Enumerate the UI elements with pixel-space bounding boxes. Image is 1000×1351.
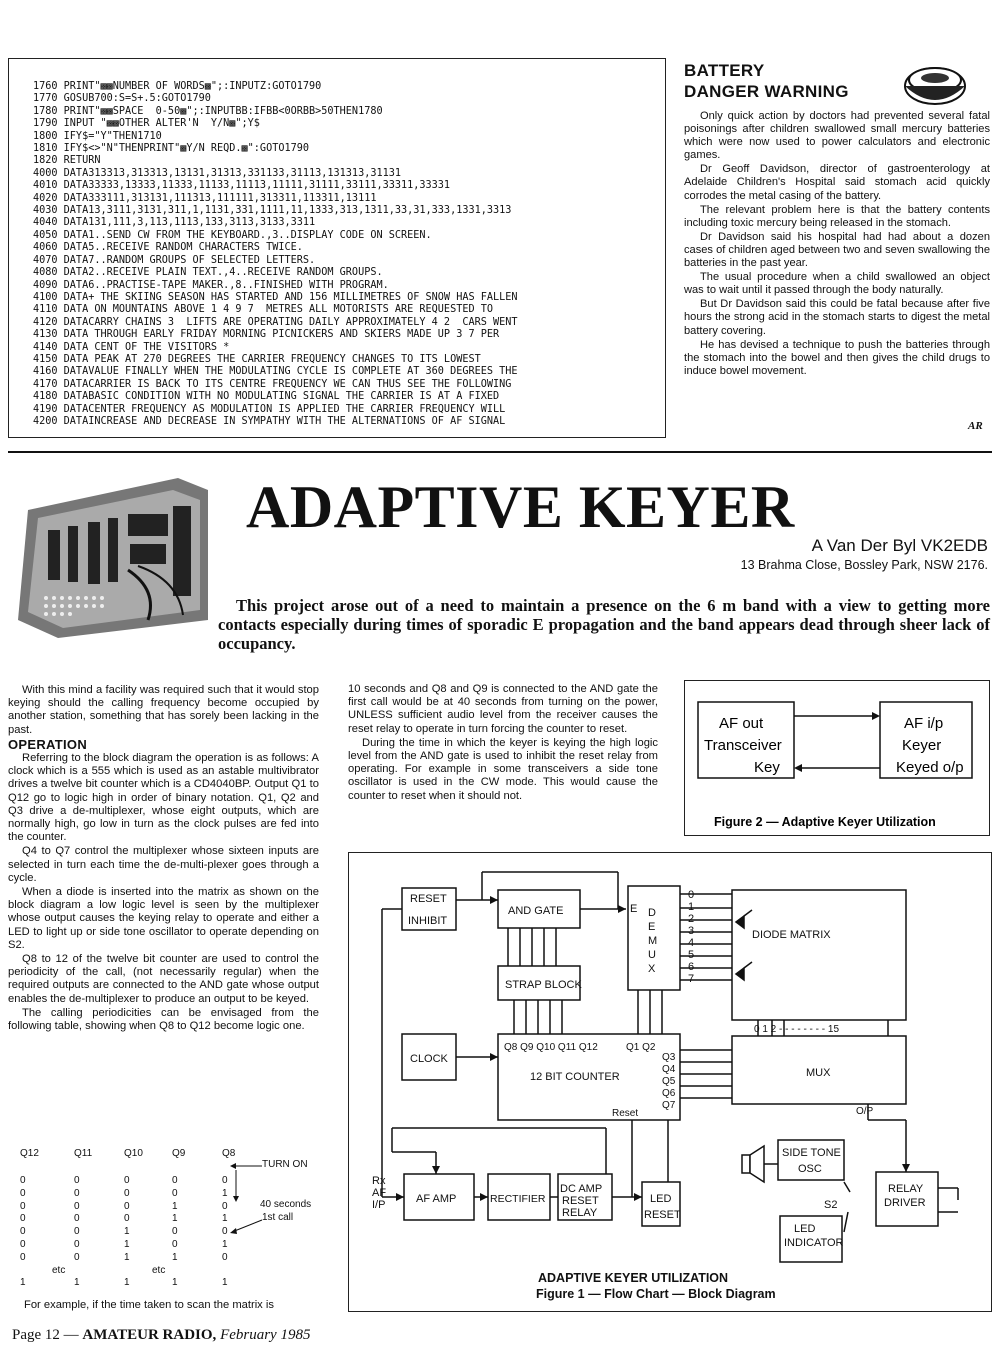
code-line: 4080 DATA2..RECEIVE PLAIN TEXT.,4..RECEIVE RANDOM GROUPS. [33,267,383,279]
svg-text:6: 6 [688,961,695,973]
figure-1-block-diagram [348,852,992,1312]
code-line: 1810 IFY$<>"N"THENPRINT"▩Y/N REQD.▩":GOTO1790 [33,143,310,155]
table-cell: 0 [20,1213,26,1225]
fig1-caption: Figure 1 — Flow Chart — Block Diagram [536,1287,776,1301]
table-cell: Q9 [172,1148,186,1159]
table-cell: 0 [172,1239,178,1250]
forty-seconds-label: 40 seconds [260,1199,312,1210]
code-line: 4180 DATABASIC CONDITION WITH NO MODULATING SIGNAL THE CARRIER IS AT A FIXED [33,391,500,403]
code-line: 1780 PRINT"▩▩SPACE 0-50▩";:INPUTBB:IFBB<0ORBB>50THEN1780 [33,105,383,117]
table-cell: 0 [20,1226,26,1238]
svg-text:5: 5 [688,949,695,961]
svg-text:U: U [648,949,656,961]
svg-text:RESET: RESET [562,1195,599,1207]
code-listing [8,58,666,438]
table-cell: Q8 [222,1148,236,1159]
table-cell: 1 [172,1251,178,1263]
table-cell: 1 [20,1277,26,1288]
svg-text:S2: S2 [824,1199,838,1211]
table-cell: 0 [74,1239,80,1250]
svg-text:Q6: Q6 [662,1088,676,1099]
table-cell: 0 [172,1226,178,1238]
svg-text:Q4: Q4 [662,1064,676,1075]
article-author: A Van Der Byl VK2EDB [811,536,988,555]
table-cell: 0 [74,1200,80,1212]
table-cell: 1 [124,1251,130,1263]
fig2-keyer: Keyer [902,737,942,754]
svg-text:LED: LED [794,1223,816,1235]
table-cell: 0 [124,1175,130,1186]
svg-text:AF: AF [372,1187,387,1199]
svg-text:M: M [648,935,658,947]
table-cell: 0 [20,1251,26,1263]
svg-text:I/P: I/P [372,1199,386,1211]
code-line: 4020 DATA333111,313131,111313,111111,313311,113311,13111 [33,192,377,204]
table-cell: 1 [172,1213,178,1225]
table-cell: 1 [222,1187,228,1199]
svg-text:MUX: MUX [806,1067,831,1079]
svg-text:Rx: Rx [372,1175,386,1187]
svg-text:0 1 2 - - - - - - - - 15: 0 1 2 - - - - - - - - 15 [754,1024,840,1035]
svg-text:Reset: Reset [612,1108,639,1119]
svg-text:7: 7 [688,973,695,985]
svg-text:SIDE TONE: SIDE TONE [782,1147,841,1159]
svg-text:E: E [648,921,656,933]
table-cell: Q10 [124,1148,143,1159]
table-cell: 0 [74,1251,80,1263]
column-2: 10 seconds and Q8 and Q9 is connected to the AND gate the first call would be at 40 seconds from turning on the power, UNLESS sufficient audio level from the receiver causes the reset relay to operate in turn forcing the counter to reset. During the time in which the keyer is keying the high logic level from the AND gate is used to inhibit the reset relay from operating. For example in some transceivers a side tone oscillator is used in the CW mode. This would cause the counter to reset when it should not. [348,683,658,802]
code-line: 4090 DATA6..PRACTISE-TAPE MAKER.,8..FINISHED WITH PROGRAM. [33,279,389,291]
code-line: 4100 DATA+ THE SKIING SEASON HAS STARTED AND 156 MILLIMETRES OF SNOW HAS FALLEN [33,291,518,303]
code-line: 1770 GOSUB700:S=S+.5:GOTO1790 [33,93,211,105]
table-cell: 1 [124,1226,130,1238]
article-intro: This project arose out of a need to maintain a presence on the 6 m band with a view to getting more contacts especially during times of sporadic E propagation and the band appears dead through sheer lack of occupancy. [218,596,990,653]
table-cell: 1 [124,1277,130,1288]
svg-text:INHIBIT: INHIBIT [408,915,448,927]
table-cell: 1 [172,1200,178,1212]
svg-text:D: D [648,907,656,919]
code-line: 1800 IFY$="Y"THEN1710 [33,130,162,142]
code-line: 4130 DATA THROUGH EARLY FRIDAY MORNING PICNICKERS AND SKIERS MADE UP 3 7 PER [33,329,500,341]
svg-text:Q7: Q7 [662,1100,676,1111]
svg-text:STRAP BLOCK: STRAP BLOCK [505,979,582,991]
code-line: 4000 DATA313313,313313,13131,31313,331133,31113,131313,31131 [33,167,402,179]
svg-text:DRIVER: DRIVER [884,1197,926,1209]
svg-text:2: 2 [688,913,695,925]
code-line: 4190 DATACENTER FREQUENCY AS MODULATION IS APPLIED THE CARRIER FREQUENCY WILL [33,403,506,415]
fig2-transceiver: Transceiver [704,737,782,754]
code-line: 1790 INPUT "▩▩OTHER ALTER'N Y/N▩";Y$ [33,118,260,130]
table-cell: 1 [222,1239,228,1250]
page-footer: Page 12 — AMATEUR RADIO, February 1985 [12,1327,311,1343]
svg-text:Q8 Q9 Q10 Q11 Q12: Q8 Q9 Q10 Q11 Q12 [504,1042,598,1053]
table-cell: 0 [74,1226,80,1238]
svg-text:Q5: Q5 [662,1076,676,1087]
svg-text:Q1 Q2: Q1 Q2 [626,1042,656,1053]
table-cell: 0 [222,1200,228,1212]
article-address: 13 Brahma Close, Bossley Park, NSW 2176. [740,558,988,572]
battery-title: BATTERY DANGER WARNING [684,61,849,101]
svg-text:4: 4 [688,937,695,949]
example-text: For example, if the time taken to scan the matrix is [24,1299,274,1311]
code-line: 4070 DATA7..RANDOM GROUPS OF SELECTED LETTERS. [33,254,316,266]
svg-text:DC AMP: DC AMP [560,1183,603,1195]
svg-text:AF AMP: AF AMP [416,1193,457,1205]
svg-text:CLOCK: CLOCK [410,1053,448,1065]
svg-text:12 BIT COUNTER: 12 BIT COUNTER [530,1071,620,1083]
operation-heading: OPERATION [8,736,88,752]
fig2-keyed-op: Keyed o/p [896,759,964,776]
svg-text:OSC: OSC [798,1163,822,1175]
code-line: 1820 RETURN [33,155,101,167]
svg-text:Q3: Q3 [662,1052,676,1063]
table-etc: etc [152,1265,166,1276]
turn-on-label: TURN ON [262,1159,308,1170]
table-cell: 0 [222,1175,228,1186]
svg-text:RESET: RESET [644,1209,681,1221]
code-line: 4030 DATA13,3111,3131,311,1,1131,331,1111,11,1333,313,1311,33,31,333,1331,3313 [33,205,512,217]
svg-text:INDICATOR: INDICATOR [784,1237,844,1249]
table-cell: 1 [74,1277,80,1288]
table-cell: 0 [20,1200,26,1212]
battery-body: Only quick action by doctors had prevented several fatal poisonings after children swallowed small mercury batteries which were now used to power calculators and electronic games. Dr Geoff Davidson, director of gastroenterology at Adelaide Children's Hospital said stomach acid quickly corrodes the metal casing of the battery. The relevant problem here is that the battery contents including toxic mercury being released in the stomach. Dr Davidson said his hospital had had about a dozen cases of children aged between two and seven swallowing the batteries in the past year. The usual procedure when a child swallowed an object was to wait until it passed through the body naturally. But Dr Davidson said this could be fatal because after five hours the strong acid in the stomach starts to digest the metal battery covering. He has devised a technique to push the batteries through the stomach into the bowel and then gives the child drugs to induce bowel movement. [684,110,990,377]
fig2-af-ip: AF i/p [904,715,944,732]
code-line: 4120 DATACARRY CHAINS 3 LIFTS ARE OPERATING DAILY APPROXIMATELY 4 2 CARS WENT [33,316,518,328]
svg-text:3: 3 [688,925,695,937]
code-line: 1760 PRINT"▩▩NUMBER OF WORDS▩";:INPUTZ:GOTO1790 [33,81,322,92]
table-cell: 0 [74,1213,80,1225]
svg-text:RELAY: RELAY [562,1207,598,1219]
battery-icon [900,58,970,108]
table-cell: 1 [222,1277,228,1288]
svg-text:E: E [630,903,638,915]
table-cell: 0 [74,1187,80,1199]
svg-text:1: 1 [688,901,695,913]
svg-text:DIODE MATRIX: DIODE MATRIX [752,929,831,941]
table-cell: 0 [124,1187,130,1199]
table-cell: 0 [222,1226,228,1238]
svg-text:X: X [648,963,656,975]
fig2-af-out: AF out [719,715,764,732]
code-line: 4010 DATA33333,13333,11333,11133,11113,11111,31111,33111,33311,33331 [33,180,451,192]
section-divider [8,451,992,453]
first-call-label: 1st call [262,1212,294,1223]
table-cell: 1 [222,1213,228,1225]
svg-text:O/P: O/P [856,1106,874,1117]
keyer-circuit-photo [8,470,213,638]
article-title: ADAPTIVE KEYER [246,474,795,540]
table-cell: 0 [172,1187,178,1199]
code-line: 4160 DATAVALUE FINALLY WHEN THE MODULATING CYCLE IS COMPLETE AT 360 DEGREES THE [33,366,518,378]
table-cell: 0 [124,1200,130,1212]
table-cell: 0 [222,1251,228,1263]
table-etc: etc [52,1265,66,1276]
fig2-key: Key [754,759,780,776]
table-cell: 0 [20,1239,26,1250]
table-cell: 0 [20,1187,26,1199]
table-cell: 0 [74,1175,80,1186]
code-line: 4110 DATA ON MOUNTAINS ABOVE 1 4 9 7 METRES ALL MOTORISTS ARE REQUESTED TO [33,304,494,316]
svg-text:RECTIFIER: RECTIFIER [490,1193,546,1205]
svg-text:RESET: RESET [410,893,447,905]
column-1: With this mind a facility was required such that it would stop keying should the calling frequency become occupied by another station, something that has sorely been lacking in the past. OPERATION Referring to the block diagram the operation is as follows: A clock which is a 555 which is used as an astable multivibrator drives a twelve bit counter which is a CD4040BP. Output Q1 to Q12 go to logic high in order of binary notation. Q1, Q2 and Q3 drive a de-multiplexer, whose eight outputs, which are normally high, go low in turn as the clock pulses are fed into the counter. Q4 to Q7 control the multiplexer whose sixteen inputs are selected in turn each time the de-multi-plexer goes through a cycle. When a diode is inserted into the matrix as shown on the block diagram a low logic level is seen by the multiplexer whose output causes the keying relay to operate and either a LED to light up or side tone oscillator to operate depending on S2. Q8 to 12 of the twelve bit counter are used to control the periodicity of the call, (not necessarily regular) when the required outputs are connected to the AND gate whose output enables the de-multiplexer to produce an output to be keyed. The calling periodicities can be envisaged from the following table, showing when Q8 to Q12 become logic one. [8,684,319,1033]
svg-text:0: 0 [688,889,695,901]
table-cell: 1 [124,1239,130,1250]
fig1-title: ADAPTIVE KEYER UTILIZATION [538,1271,729,1285]
battery-signature: AR [968,420,983,432]
figure-2-diagram [684,680,990,836]
fig2-caption: Figure 2 — Adaptive Keyer Utilization [714,815,936,829]
code-line: 4060 DATA5..RECEIVE RANDOM CHARACTERS TWICE. [33,242,303,254]
table-cell: 0 [124,1213,130,1225]
svg-text:LED: LED [650,1193,672,1205]
code-line: 4040 DATA131,111,3,113,1113,133,3113,3133,3311 [33,217,316,229]
code-line: 4050 DATA1..SEND CW FROM THE KEYBOARD.,3..DISPLAY CODE ON SCREEN. [33,229,432,241]
table-cell: 0 [20,1175,26,1186]
code-line: 4170 DATACARRIER IS BACK TO ITS CENTRE FREQUENCY WE CAN THUS SEE THE FOLLOWING [33,378,512,390]
table-cell: 1 [172,1277,178,1288]
code-line: 4150 DATA PEAK AT 270 DEGREES THE CARRIER FREQUENCY CHANGES TO ITS LOWEST [33,353,481,365]
svg-text:RELAY: RELAY [888,1183,924,1195]
svg-text:AND GATE: AND GATE [508,905,564,917]
code-line: 4140 DATA CENT OF THE VISITORS * [33,341,230,353]
table-cell: 0 [172,1175,178,1186]
table-cell: Q12 [20,1148,39,1159]
code-line: 4200 DATAINCREASE AND DECREASE IN SYMPATHY WITH THE ALTERNATIONS OF AF SIGNAL [33,415,506,427]
table-cell: Q11 [74,1148,93,1159]
